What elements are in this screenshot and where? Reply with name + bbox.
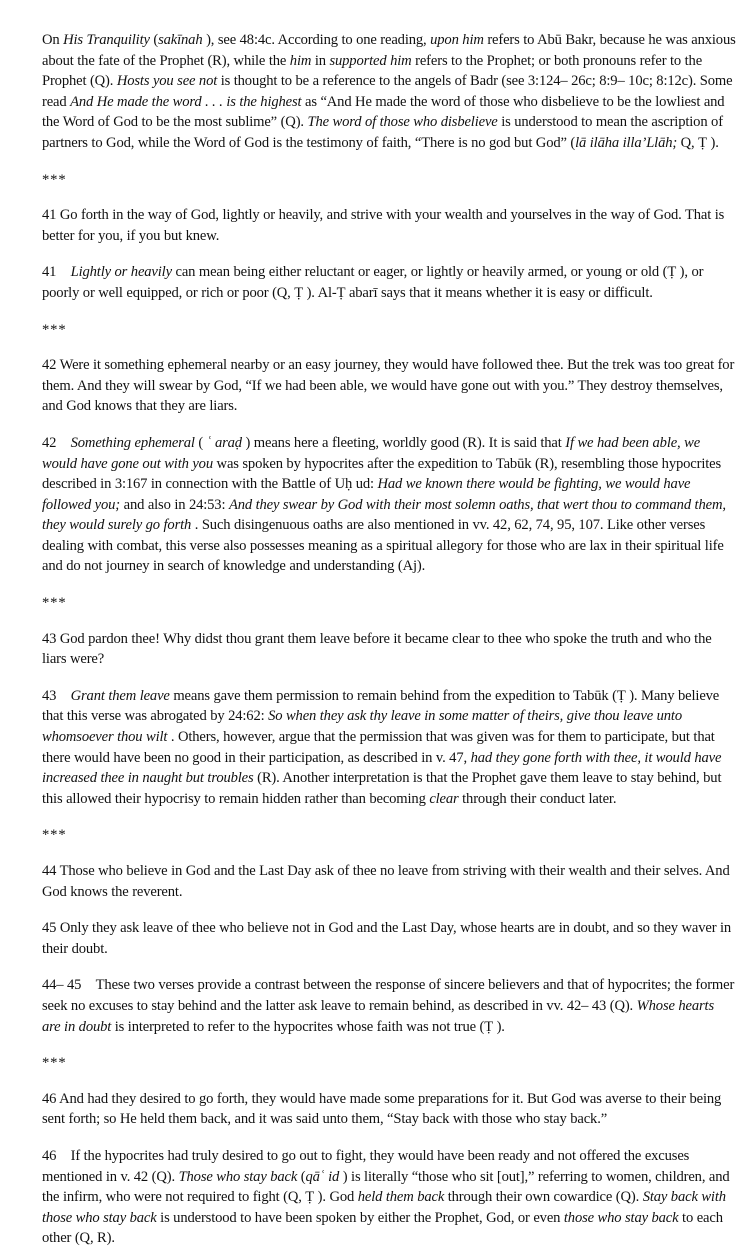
commentary-paragraph-41: 41 Lightly or heavily can mean being either reluctant or eager, or lightly or heavily armed, or young or old (Ṭ ), or poorly or well equipped, or rich or poor (Q, Ṭ ). Al-Ṭ abarī says that it means whether it is easy or difficult. xyxy=(42,264,704,301)
section-separator-2: *** xyxy=(42,321,67,338)
section-separator-1: *** xyxy=(42,171,67,188)
section-separator-5: *** xyxy=(42,1055,67,1072)
commentary-paragraph-40: On His Tranquility (sakīnah ), see 48:4c. According to one reading, upon him refers to Abū Bakr, because he was anxious about the fate of the Prophet (R), while the him in supported him refers to the Prophet; or both pronouns refer to the Prophet (Q). Hosts you see not is thought to be a reference to the angels of Badr (see 3:124– 26c; 8:9– 10c; 8:12c). Some read And He made the word . . . is the highest as “And He made the word of those who disbelieve to be the lowliest and the Word of God to be the most sublime” (Q). The word of those who disbelieve is understood to mean the ascription of partners to God, while the Word of God is the testimony of faith, “There is no god but God” (lā ilāha illa’Llāh; Q, Ṭ ). xyxy=(42,32,736,151)
verse-paragraph-44: 44 Those who believe in God and the Last Day ask of thee no leave from striving with their wealth and their selves. And God knows the reverent. xyxy=(42,863,730,900)
verse-paragraph-41: 41 Go forth in the way of God, lightly or heavily, and strive with your wealth and yourselves in the way of God. That is better for you, if you but knew. xyxy=(42,207,725,244)
commentary-paragraph-43: 43 Grant them leave means gave them permission to remain behind from the expedition to Tabūk (Ṭ ). Many believe that this verse was abrogated by 24:62: So when they ask thy leave in some matter of theirs, give thou leave unto whomsoever thou wilt . Others, however, argue that the permission that was given was for them to participate, but that there would have been no good in their participation, as described in v. 47, had they gone forth with thee, it would have increased thee in naught but troubles (R). Another interpretation is that the Prophet gave them leave to stay behind, but this allowed their hypocrisy to remain hidden rather than becoming clear through their conduct later. xyxy=(42,687,722,807)
commentary-paragraph-46: 46 If the hypocrites had truly desired to go out to fight, they would have been ready and not offered the excuses mentioned in v. 42 (Q). Those who stay back (qāʿ id ) is literally “those who sit [out],” referring to women, children, and the infirm, who were not required to fight (Q, Ṭ ). God held them back through their own cowardice (Q). Stay back with those who stay back is understood to have been spoken by either the Prophet, God, or even those who stay back to each other (Q, R). xyxy=(42,1147,730,1247)
section-separator-3: *** xyxy=(42,595,67,612)
page-content xyxy=(42,30,736,1249)
commentary-paragraph-44-45: 44– 45 These two verses provide a contrast between the response of sincere believers and that of hypocrites; the former seek no excuses to stay behind and the latter ask leave to remain behind, as described in vv. 42– 43 (Q). Whose hearts are in doubt is interpreted to refer to the hypocrites whose faith was not true (Ṭ ). xyxy=(42,977,735,1035)
verse-paragraph-46: 46 And had they desired to go forth, they would have made some preparations for it. But God was averse to their being sent forth; so He held them back, and it was said unto them, “Stay back with those who stay back.” xyxy=(42,1090,722,1128)
verse-paragraph-43: 43 God pardon thee! Why didst thou grant them leave before it became clear to thee who spoke the truth and who the liars were? xyxy=(42,630,712,668)
verse-paragraph-45: 45 Only they ask leave of thee who believe not in God and the Last Day, whose hearts are in doubt, and so they waver in their doubt. xyxy=(42,920,732,957)
section-separator-4: *** xyxy=(42,827,67,844)
commentary-paragraph-42: 42 Something ephemeral ( ʿ araḍ ) means here a fleeting, worldly good (R). It is said that If we had been able, we would have gone out with you was spoken by hypocrites after the expedition to Tabūk (R), resembling those hypocrites described in 3:167 in connection with the Battle of Uḥ ud: Had we known there would be fighting, we would have followed you; and also in 24:53: And they swear by God with their most solemn oaths, that wert thou to command them, they would surely go forth . Such disingenuous oaths are also mentioned in vv. 42, 62, 74, 95, 107. Like other verses dealing with combat, this verse also possesses meaning as a spiritual allegory for those who are lax in their spiritual life and do not journey in search of knowledge and understanding (Aj). xyxy=(42,434,726,575)
verse-paragraph-42: 42 Were it something ephemeral nearby or an easy journey, they would have followed thee. But the trek was too great for them. And they will swear by God, “If we had been able, we would have gone out with you.” They destroy themselves, and God knows that they are liars. xyxy=(42,357,735,415)
